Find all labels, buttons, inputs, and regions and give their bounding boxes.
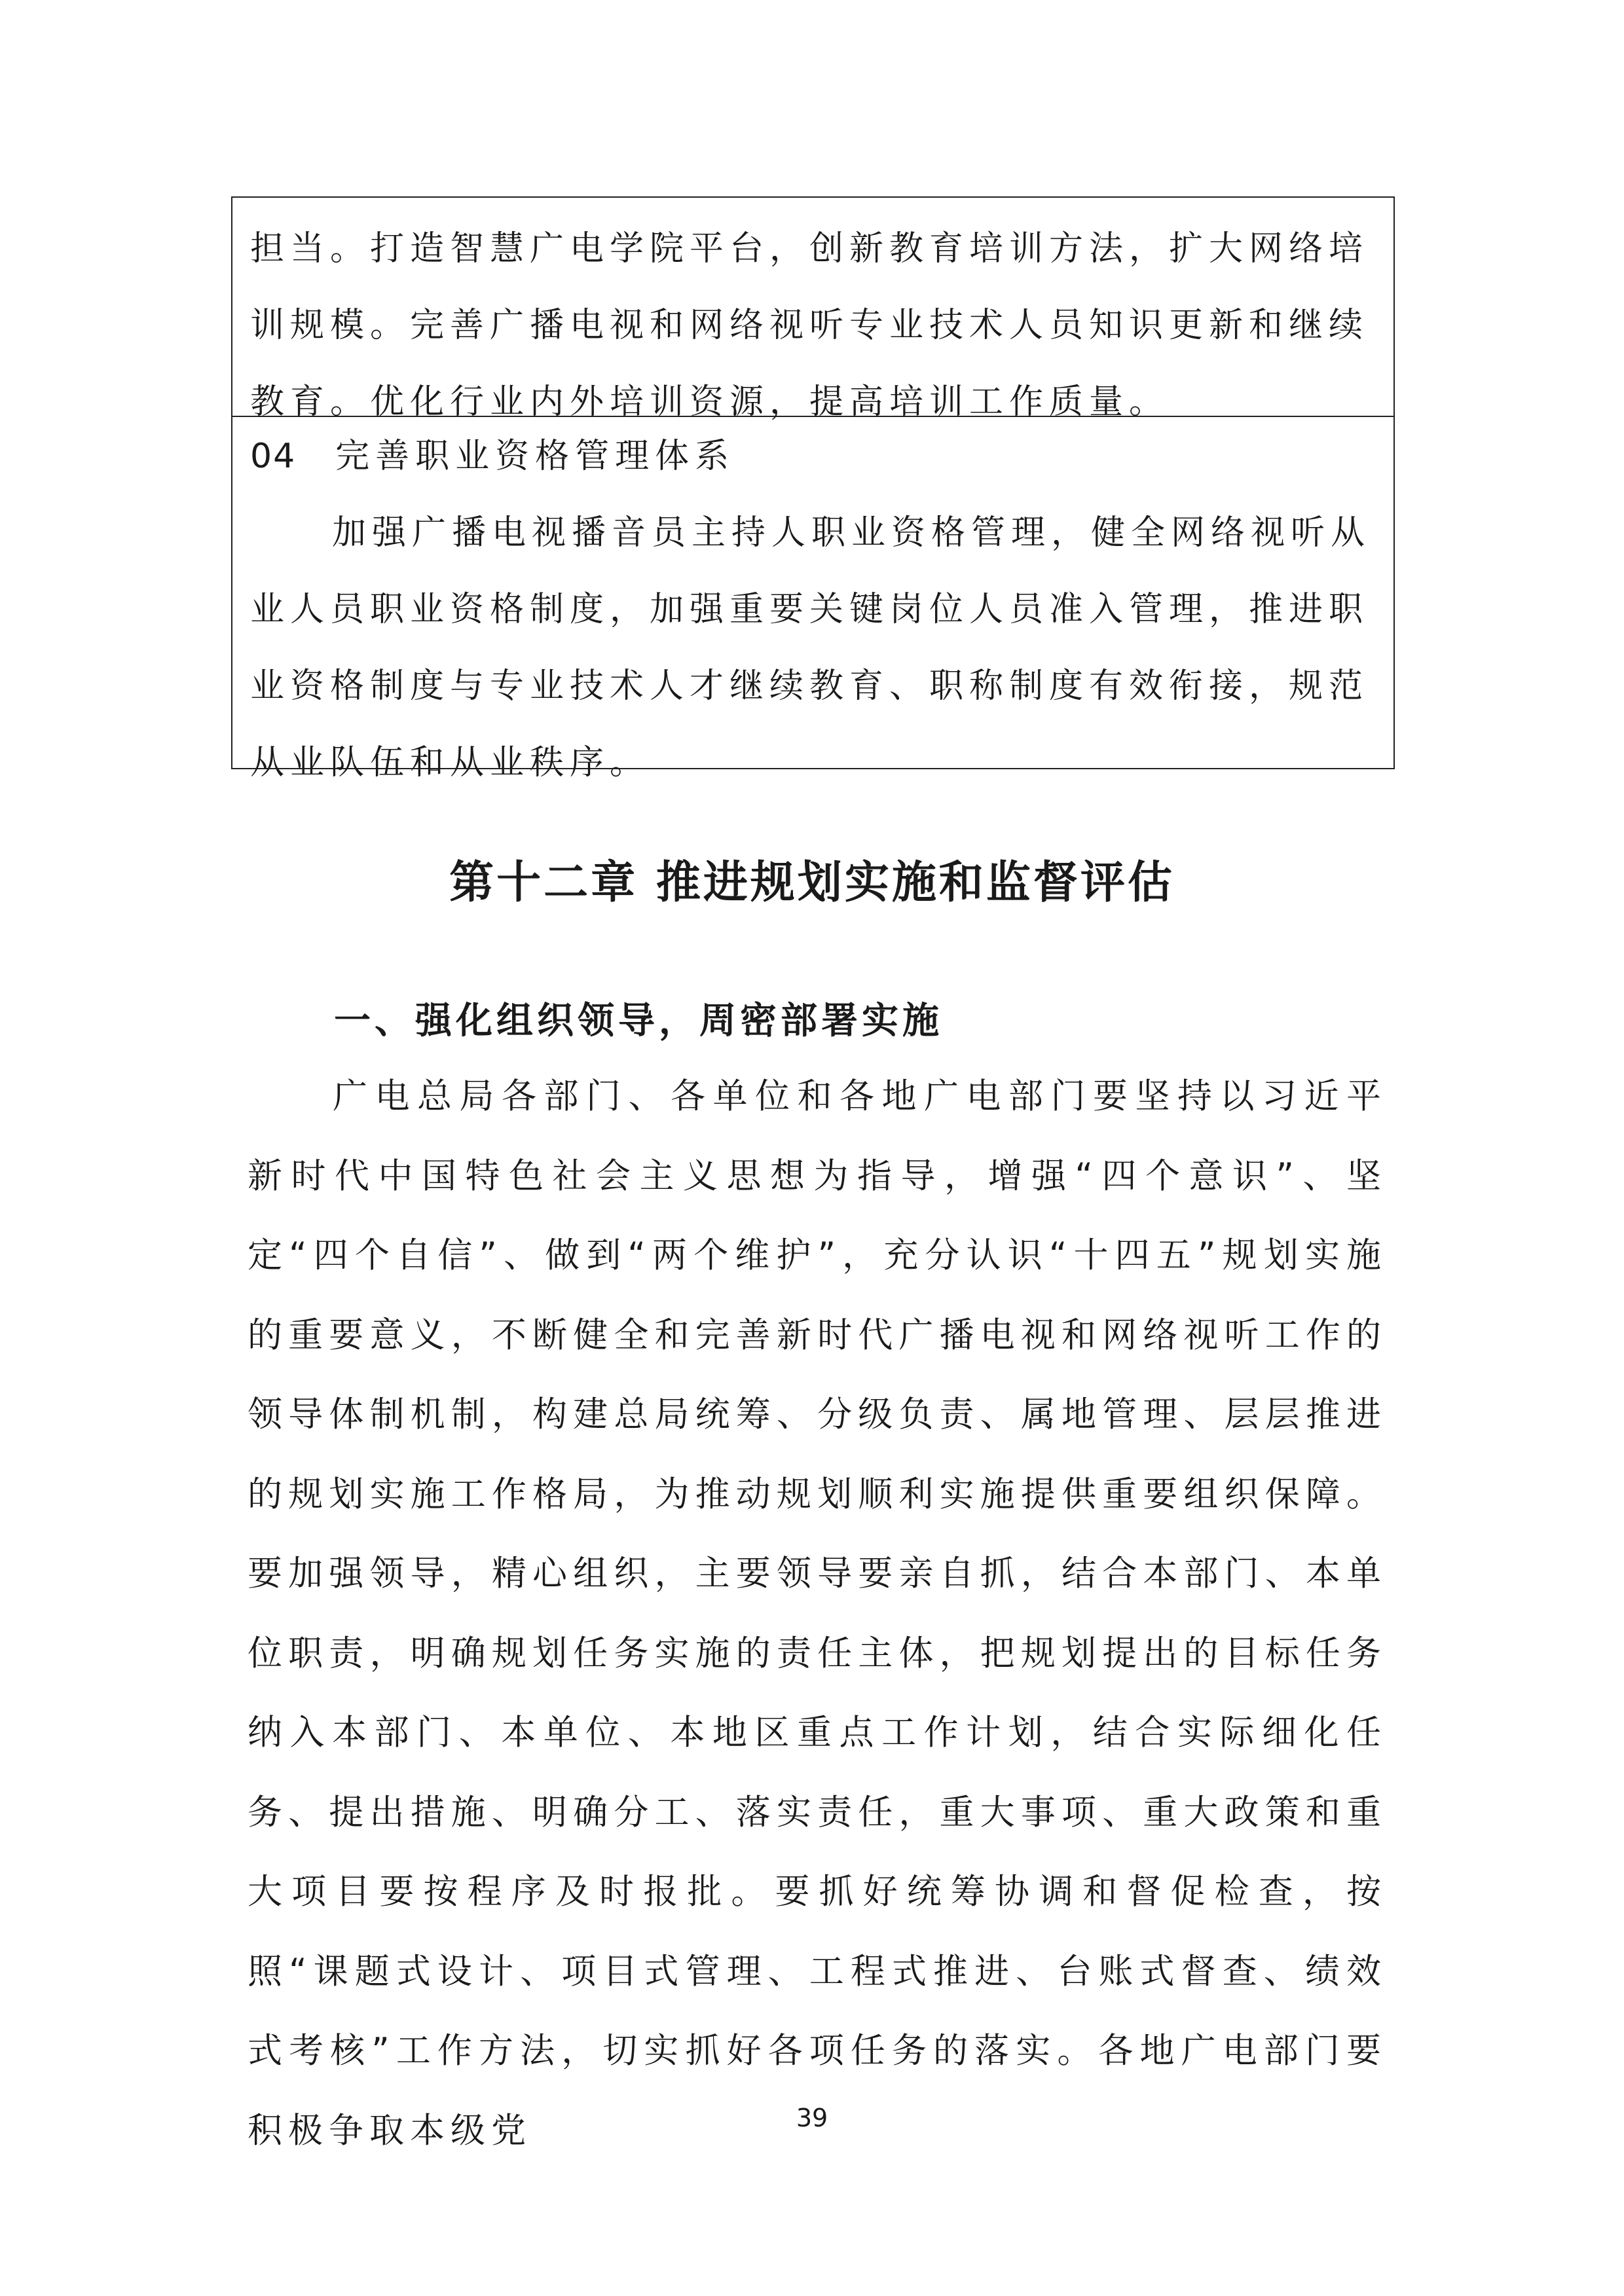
boxed-item-heading: [250, 418, 1384, 495]
section-body-paragraph: 广电总局各部门、各单位和各地广电部门要坚持以习近平新时代中国特色社会主义思想为指导，增强“四个意识”、坚定“四个自信”、做到“两个维护”，充分认识“十四五”规划实施的重要意义，不断健全和完善新时代广播电视和网络视听工作的领导体制机制，构建总局统筹、分级负责、属地管理、层层推进的规划实施工作格局，为推动规划顺利实施提供重要组织保障。要加强领导，精心组织，主要领导要亲自抓，结合本部门、本单位职责，明确规划任务实施的责任主体，把规划提出的目标任务纳入本部门、本单位、本地区重点工作计划，结合实际细化任务、提出措施、明确分工、落实责任，重大事项、重大政策和重大项目要按程序及时报批。要抓好统筹协调和督促检查，按照“课题式设计、项目式管理、工程式推进、台账式督查、绩效式考核”工作方法，切实抓好各项任务的落实。各地广电部门要积极争取本级党: [248, 1076, 1387, 2151]
page-number: 39: [796, 2104, 828, 2132]
boxed-item-title: 完善职业资格管理体系: [335, 437, 735, 476]
boxed-item-body: 加强广播电视播音员主持人职业资格管理，健全网络视听从业人员职业资格制度，加强重要关键岗位人员准入管理，推进职业资格制度与专业技术人才继续教育、职称制度有效衔接，规范从业队伍和从业秩序。: [250, 513, 1371, 782]
boxed-section-item: [231, 416, 1395, 782]
section-heading: 一、强化组织领导，周密部署实施: [334, 1000, 943, 1042]
boxed-section-continuation: [231, 196, 1395, 422]
boxed-item-number: 04: [250, 437, 297, 476]
boxed-continuation-text: 担当。打造智慧广电学院平台，创新教育培训方法，扩大网络培训规模。完善广播电视和网络视听专业技术人员知识更新和继续教育。优化行业内外培训资源，提高培训工作质量。: [250, 229, 1369, 422]
chapter-title: 第十二章 推进规划实施和监督评估: [449, 856, 1175, 909]
